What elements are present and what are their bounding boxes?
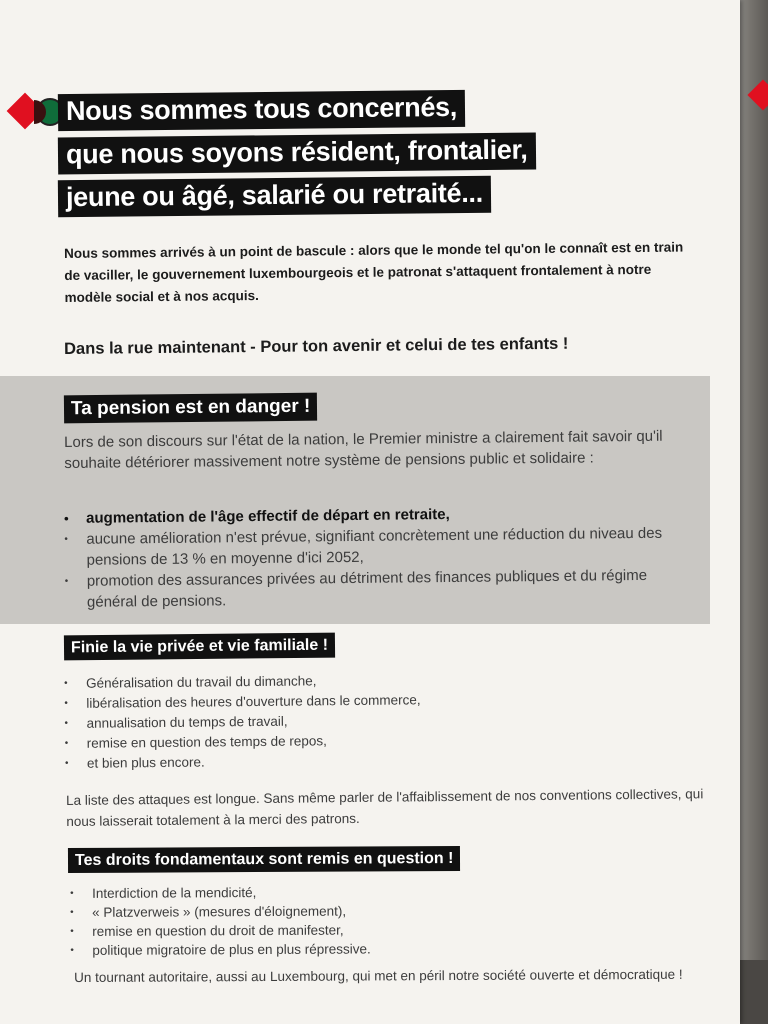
headline xyxy=(58,92,678,221)
list-item: • promotion des assurances privées au détriment des finances publiques et du régime général de pensions. xyxy=(65,564,695,613)
list-item: • remise en question du droit de manifester, xyxy=(70,919,690,941)
list-item: • Généralisation du travail du dimanche, xyxy=(64,668,684,694)
background-table xyxy=(738,0,768,1024)
headline-line-3: jeune ou âgé, salarié ou retraité... xyxy=(58,176,491,218)
list-item: • libéralisation des heures d'ouverture dans le commerce, xyxy=(64,688,684,714)
list-item: • et bien plus encore. xyxy=(65,748,685,774)
vie-privee-list xyxy=(64,668,685,774)
pension-list xyxy=(64,501,695,613)
list-item: • remise en question des temps de repos, xyxy=(65,728,685,754)
call-to-action: Dans la rue maintenant - Pour ton avenir et celui de tes enfants ! xyxy=(64,334,569,358)
list-item: • politique migratoire de plus en plus répressive. xyxy=(70,938,690,960)
droits-list xyxy=(70,881,690,960)
headline-line-2: que nous soyons résident, frontalier, xyxy=(58,133,536,175)
list-item: • Interdiction de la mendicité, xyxy=(70,881,690,903)
list-item: • augmentation de l'âge effectif de départ en retraite, xyxy=(64,501,694,529)
intro-paragraph: Nous sommes arrivés à un point de bascule : alors que le monde tel qu'on le connaît est en train de vaciller, le gouvernement luxembourgeois et le patronat s'attaquent frontalement à notre modèle social et à nos acquis. xyxy=(64,239,684,305)
list-item: • annualisation du temps de travail, xyxy=(64,708,684,734)
list-item: • « Platzverweis » (mesures d'éloignement), xyxy=(70,900,690,922)
vie-privee-paragraph: La liste des attaques est longue. Sans même parler de l'affaiblissement de nos conventions collectives, qui nous laisserait totalement à la merci des patrons. xyxy=(66,786,704,829)
vie-privee-title: Finie la vie privée et vie familiale ! xyxy=(64,633,335,661)
droits-paragraph: Un tournant autoritaire, aussi au Luxembourg, qui met en péril notre société ouverte et démocratique ! xyxy=(74,966,683,985)
pension-title: Ta pension est en danger ! xyxy=(64,393,318,424)
droits-title: Tes droits fondamentaux sont remis en question ! xyxy=(68,846,461,873)
pension-paragraph: Lors de son discours sur l'état de la nation, le Premier ministre a clairement fait savoir qu'il souhaite détériorer massivement notre système de pensions public et solidaire : xyxy=(64,427,663,472)
list-item: • aucune amélioration n'est prévue, signifiant concrètement une réduction du niveau des pensions de 13 % en moyenne d'ici 2052, xyxy=(64,522,694,571)
headline-line-1: Nous sommes tous concernés, xyxy=(58,90,465,131)
